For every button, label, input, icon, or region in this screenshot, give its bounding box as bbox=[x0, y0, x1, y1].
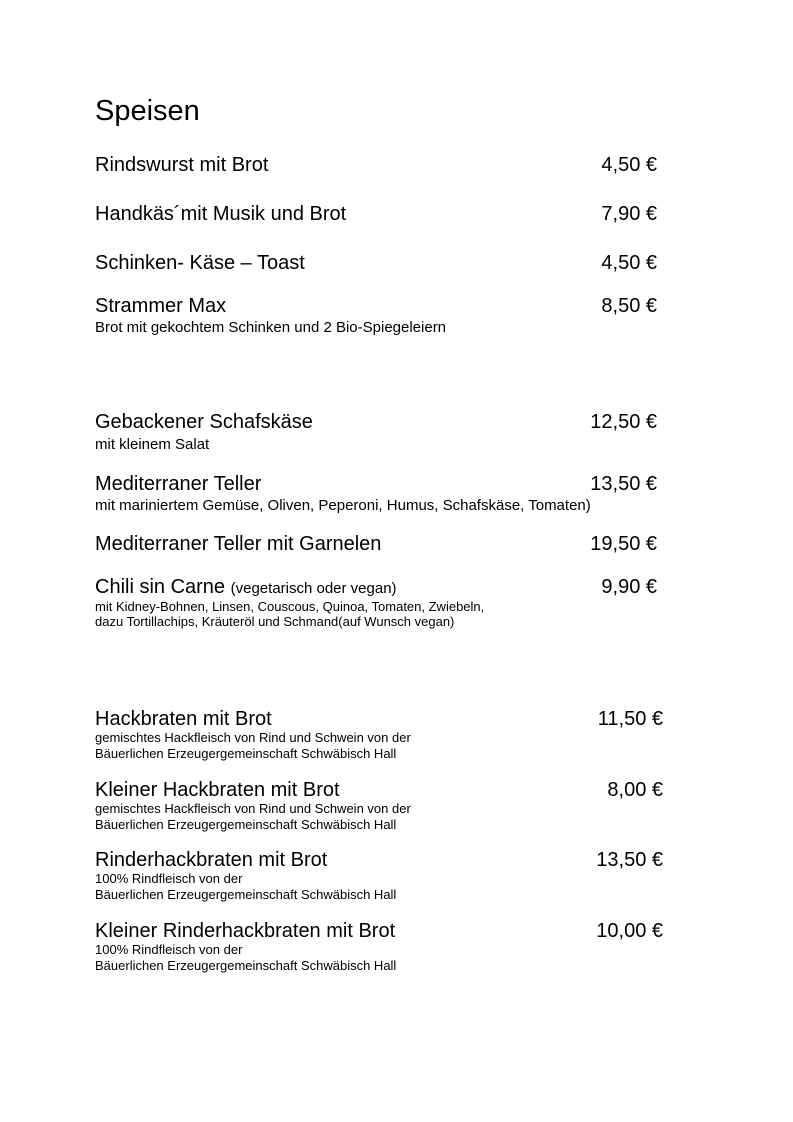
menu-item-description: Bäuerlichen Erzeugergemeinschaft Schwäbisch Hall bbox=[95, 887, 397, 902]
menu-item-description: 100% Rindfleisch von der bbox=[95, 871, 243, 886]
menu-item-price: 8,00 € bbox=[607, 779, 663, 801]
menu-item-price: 13,50 € bbox=[596, 849, 663, 871]
menu-item-description: dazu Tortillachips, Kräuteröl und Schmand(auf Wunsch vegan) bbox=[95, 614, 455, 629]
menu-item-note: (vegetarisch oder vegan) bbox=[230, 580, 397, 597]
menu-item-price: 13,50 € bbox=[590, 473, 657, 495]
menu-item-description: Bäuerlichen Erzeugergemeinschaft Schwäbisch Hall bbox=[95, 958, 397, 973]
menu-item-price: 19,50 € bbox=[590, 533, 657, 555]
menu-item-name: Rinderhackbraten mit Brot bbox=[95, 849, 328, 871]
menu-item-description: 100% Rindfleisch von der bbox=[95, 942, 243, 957]
menu-item-name: Handkäs´mit Musik und Brot bbox=[95, 203, 347, 225]
menu-item-price: 4,50 € bbox=[601, 252, 657, 274]
menu-item-name: Strammer Max bbox=[95, 295, 227, 317]
menu-item-description: gemischtes Hackfleisch von Rind und Schwein von der bbox=[95, 730, 411, 745]
menu-item-description: mit kleinem Salat bbox=[95, 436, 210, 453]
menu-item-name: Mediterraner Teller mit Garnelen bbox=[95, 533, 382, 555]
menu-item-price: 9,90 € bbox=[601, 576, 657, 598]
menu-item-description: Bäuerlichen Erzeugergemeinschaft Schwäbisch Hall bbox=[95, 746, 397, 761]
menu-item-name: Kleiner Rinderhackbraten mit Brot bbox=[95, 920, 396, 942]
menu-item-name: Mediterraner Teller bbox=[95, 473, 262, 495]
menu-item-description: mit Kidney-Bohnen, Linsen, Couscous, Quinoa, Tomaten, Zwiebeln, bbox=[95, 599, 485, 614]
menu-item-name: Schinken- Käse – Toast bbox=[95, 252, 305, 274]
menu-item-description: gemischtes Hackfleisch von Rind und Schwein von der bbox=[95, 801, 411, 816]
menu-item-description: Bäuerlichen Erzeugergemeinschaft Schwäbisch Hall bbox=[95, 817, 397, 832]
menu-item-name: Rindswurst mit Brot bbox=[95, 154, 269, 176]
menu-item-description: Brot mit gekochtem Schinken und 2 Bio-Spiegeleiern bbox=[95, 319, 447, 336]
menu-item-price: 12,50 € bbox=[590, 411, 657, 433]
menu-item-price: 7,90 € bbox=[601, 203, 657, 225]
menu-item-price: 4,50 € bbox=[601, 154, 657, 176]
menu-item-price: 11,50 € bbox=[597, 708, 663, 730]
menu-item-name: Gebackener Schafskäse bbox=[95, 411, 313, 433]
page-title: Speisen bbox=[95, 95, 200, 127]
menu-item-name bbox=[95, 575, 397, 601]
menu-item-name: Hackbraten mit Brot bbox=[95, 708, 272, 730]
menu-item-price: 8,50 € bbox=[601, 295, 657, 317]
menu-item-description: mit mariniertem Gemüse, Oliven, Peperoni, Humus, Schafskäse, Tomaten) bbox=[95, 497, 591, 514]
menu-item-name-text: Chili sin Carne bbox=[95, 576, 226, 598]
menu-item-name: Kleiner Hackbraten mit Brot bbox=[95, 779, 340, 801]
menu-item-price: 10,00 € bbox=[596, 920, 663, 942]
